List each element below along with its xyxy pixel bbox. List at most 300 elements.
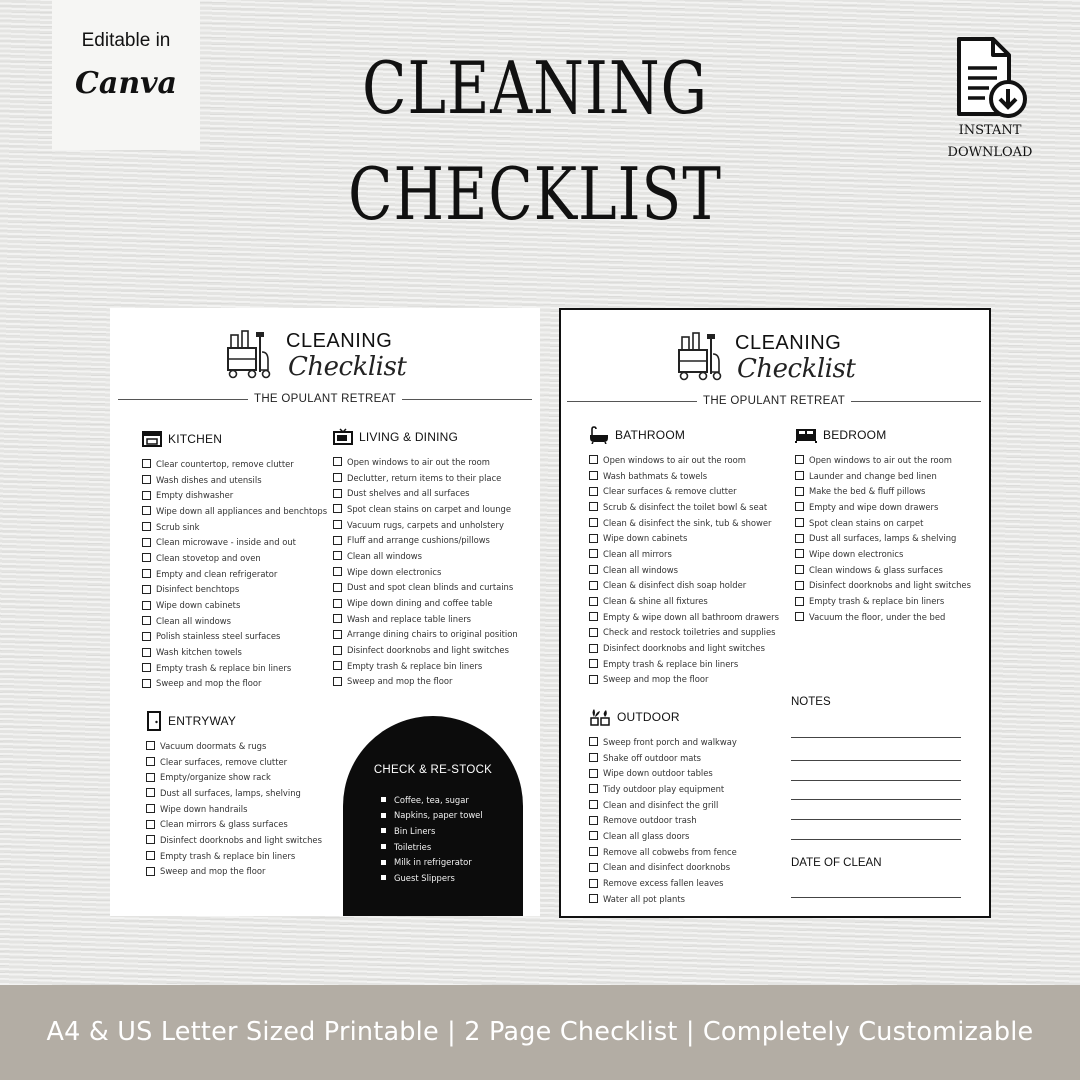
checklist-item[interactable] — [589, 734, 737, 750]
checklist-item[interactable] — [333, 501, 518, 517]
item-label: Empty and clean refrigerator — [156, 568, 278, 579]
cleaning-cart-icon — [673, 330, 725, 382]
checkbox[interactable] — [333, 504, 342, 513]
checkbox[interactable] — [589, 565, 598, 574]
checkbox[interactable] — [146, 867, 155, 876]
checklist-item[interactable] — [142, 550, 327, 566]
checklist-item[interactable] — [142, 534, 327, 550]
restock-item — [381, 792, 483, 808]
main-title-line1: CLEANING — [362, 45, 708, 131]
item-label: Vacuum doormats & rugs — [160, 740, 267, 751]
checklist-item[interactable] — [146, 769, 322, 785]
download-label: DOWNLOAD — [947, 145, 1033, 160]
checkbox[interactable] — [589, 487, 598, 496]
checkbox[interactable] — [589, 831, 598, 840]
checklist-item[interactable] — [589, 750, 737, 766]
checklist-item[interactable] — [589, 812, 737, 828]
checkbox[interactable] — [142, 569, 151, 578]
checklist-item[interactable] — [142, 676, 327, 692]
checkbox[interactable] — [333, 614, 342, 623]
bullet-square — [381, 797, 386, 802]
checkbox[interactable] — [589, 675, 598, 684]
item-label: Clean all windows — [603, 564, 679, 575]
tv-icon — [333, 428, 353, 446]
cleaning-cart-icon — [222, 328, 274, 380]
footer-banner: A4 & US Letter Sized Printable | 2 Page Checklist | Completely Customizable — [0, 985, 1080, 1080]
canva-logo: Canva — [75, 66, 177, 101]
checklist — [795, 452, 971, 625]
page-header — [561, 328, 989, 388]
checklist-item[interactable] — [142, 472, 327, 488]
note-line[interactable] — [791, 780, 961, 781]
checklist-item[interactable] — [142, 660, 327, 676]
checklist-item[interactable] — [795, 468, 971, 484]
checklist-item[interactable] — [142, 597, 327, 613]
checkbox[interactable] — [795, 471, 804, 480]
checkbox[interactable] — [142, 553, 151, 562]
item-label: Empty trash & replace bin liners — [156, 662, 292, 673]
item-label: Clean all glass doors — [603, 830, 690, 841]
notes-title: NOTES — [791, 696, 831, 708]
checkbox[interactable] — [333, 473, 342, 482]
subtitle-row — [118, 393, 532, 405]
checklist-item[interactable] — [589, 578, 779, 594]
checklist-item[interactable] — [589, 797, 737, 813]
item-label: Polish stainless steel surfaces — [156, 631, 281, 642]
checklist-item[interactable] — [795, 593, 971, 609]
restock-arch — [343, 716, 523, 916]
item-label: Remove outdoor trash — [603, 815, 697, 826]
checklist-item[interactable] — [589, 860, 737, 876]
checkbox[interactable] — [795, 502, 804, 511]
checklist-item[interactable] — [795, 452, 971, 468]
checkbox[interactable] — [333, 677, 342, 686]
checkbox[interactable] — [333, 646, 342, 655]
checkbox[interactable] — [589, 549, 598, 558]
checklist-item[interactable] — [589, 781, 737, 797]
subtitle-row — [567, 395, 981, 407]
checkbox[interactable] — [589, 800, 598, 809]
section-title: LIVING & DINING — [359, 430, 459, 444]
checklist-item[interactable] — [333, 642, 518, 658]
item-label: Disinfect doorknobs and light switches — [603, 643, 765, 654]
checkbox[interactable] — [795, 581, 804, 590]
checkbox[interactable] — [146, 820, 155, 829]
checklist-item[interactable] — [589, 640, 779, 656]
item-label: Spot clean stains on carpet — [809, 517, 924, 528]
checklist-item[interactable] — [146, 801, 322, 817]
item-label: Clean all windows — [156, 615, 232, 626]
item-label: Wipe down dining and coffee table — [347, 598, 493, 609]
checklist-item[interactable] — [333, 548, 518, 564]
restock-item — [381, 870, 483, 886]
item-label: Vacuum the floor, under the bed — [809, 611, 946, 622]
item-label: Clean and disinfect the grill — [603, 799, 719, 810]
item-label: Wash kitchen towels — [156, 647, 242, 658]
section-title: BEDROOM — [823, 428, 887, 442]
checklist-item[interactable] — [333, 470, 518, 486]
divider — [567, 401, 697, 402]
checklist-item[interactable] — [589, 593, 779, 609]
checkbox[interactable] — [333, 630, 342, 639]
bullet-square — [381, 860, 386, 865]
page-header — [110, 326, 540, 386]
checkbox[interactable] — [146, 851, 155, 860]
checklist-item[interactable] — [589, 452, 779, 468]
checkbox[interactable] — [142, 632, 151, 641]
checkbox[interactable] — [142, 601, 151, 610]
checkbox[interactable] — [589, 597, 598, 606]
item-label: Empty trash & replace bin liners — [603, 658, 739, 669]
checklist-item[interactable] — [589, 546, 779, 562]
checklist-item[interactable] — [142, 644, 327, 660]
checklist-item[interactable] — [589, 625, 779, 641]
item-label: Clear surfaces & remove clutter — [603, 486, 737, 497]
checkbox[interactable] — [589, 894, 598, 903]
item-label: Dust all surfaces, lamps, shelving — [160, 787, 301, 798]
item-label: Make the bed & fluff pillows — [809, 486, 926, 497]
checklist-item[interactable] — [795, 483, 971, 499]
item-label: Dust and spot clean blinds and curtains — [347, 582, 514, 593]
checklist-item[interactable] — [333, 485, 518, 501]
item-label: Clean mirrors & glass surfaces — [160, 819, 288, 830]
item-label: Sweep and mop the floor — [160, 866, 266, 877]
checkbox[interactable] — [142, 459, 151, 468]
checklist-item[interactable] — [142, 582, 327, 598]
checkbox[interactable] — [146, 804, 155, 813]
item-label: Clean & disinfect dish soap holder — [603, 580, 747, 591]
checkbox[interactable] — [142, 475, 151, 484]
item-label: Clean microwave - inside and out — [156, 537, 296, 548]
checklist-item[interactable] — [795, 499, 971, 515]
checklist-item[interactable] — [795, 562, 971, 578]
checklist-item[interactable] — [333, 564, 518, 580]
item-label: Wipe down all appliances and benchtops — [156, 505, 328, 516]
item-label: Shake off outdoor mats — [603, 752, 702, 763]
checkbox[interactable] — [795, 534, 804, 543]
bullet-square — [381, 813, 386, 818]
note-line[interactable] — [791, 737, 961, 738]
note-line[interactable] — [791, 839, 961, 840]
instant-download-badge — [938, 36, 1042, 164]
checkbox[interactable] — [333, 583, 342, 592]
checklist-item[interactable] — [589, 468, 779, 484]
bedroom-section — [795, 426, 971, 625]
checkbox[interactable] — [589, 863, 598, 872]
checkbox[interactable] — [795, 549, 804, 558]
item-label: Wipe down handrails — [160, 803, 248, 814]
item-label: Clean and disinfect doorknobs — [603, 862, 731, 873]
item-label: Open windows to air out the room — [347, 456, 490, 467]
checklist — [333, 454, 518, 689]
checkbox[interactable] — [589, 518, 598, 527]
item-label: Wipe down electronics — [809, 548, 904, 559]
checkbox[interactable] — [146, 757, 155, 766]
checklist-item[interactable] — [589, 515, 779, 531]
checklist-item[interactable] — [589, 609, 779, 625]
header-cleaning: CLEANING — [735, 332, 842, 354]
kitchen-section — [142, 430, 327, 691]
checklist-item[interactable] — [142, 456, 327, 472]
checkbox[interactable] — [589, 455, 598, 464]
checklist-item[interactable] — [333, 611, 518, 627]
checklist-item[interactable] — [795, 578, 971, 594]
checkbox[interactable] — [589, 737, 598, 746]
checklist-item[interactable] — [589, 483, 779, 499]
section-header — [589, 426, 779, 444]
checklist-item[interactable] — [795, 609, 971, 625]
header-checklist: Checklist — [288, 352, 407, 382]
item-label: Empty trash & replace bin liners — [160, 850, 296, 861]
item-label: Empty dishwasher — [156, 490, 234, 501]
checkbox[interactable] — [142, 663, 151, 672]
item-label: Wipe down outdoor tables — [603, 768, 713, 779]
checklist-item[interactable] — [142, 487, 327, 503]
checklist-item[interactable] — [333, 595, 518, 611]
checkbox[interactable] — [589, 581, 598, 590]
divider — [851, 401, 981, 402]
checklist-item[interactable] — [589, 530, 779, 546]
item-label: Remove all cobwebs from fence — [603, 846, 737, 857]
item-label: Disinfect doorknobs and light switches — [160, 834, 322, 845]
restock-item — [381, 839, 483, 855]
note-line[interactable] — [791, 760, 961, 761]
checkbox[interactable] — [589, 612, 598, 621]
checklist — [589, 452, 779, 687]
potted-plants-icon — [589, 708, 611, 726]
bathroom-section — [589, 426, 779, 687]
header-checklist: Checklist — [737, 354, 856, 384]
checklist-item[interactable] — [333, 658, 518, 674]
restock-item — [381, 808, 483, 824]
item-label: Wipe down cabinets — [156, 600, 241, 611]
item-label: Sweep and mop the floor — [156, 678, 262, 689]
checkbox[interactable] — [589, 816, 598, 825]
bullet-square — [381, 875, 386, 880]
checkbox[interactable] — [333, 520, 342, 529]
checklist-item[interactable] — [146, 785, 322, 801]
checkbox[interactable] — [589, 644, 598, 653]
checkbox[interactable] — [795, 518, 804, 527]
checkbox[interactable] — [142, 538, 151, 547]
item-label: Spot clean stains on carpet and lounge — [347, 503, 511, 514]
checkbox[interactable] — [142, 491, 151, 500]
checklist-item[interactable] — [589, 656, 779, 672]
checkbox[interactable] — [142, 585, 151, 594]
checklist-item[interactable] — [146, 738, 322, 754]
divider — [118, 399, 248, 400]
checklist-item[interactable] — [333, 454, 518, 470]
checkbox[interactable] — [589, 471, 598, 480]
checklist-item[interactable] — [589, 672, 779, 688]
checklist-item[interactable] — [142, 566, 327, 582]
checklist-item[interactable] — [589, 765, 737, 781]
checklist-page-2 — [559, 308, 991, 918]
checklist-item[interactable] — [795, 515, 971, 531]
checkbox[interactable] — [589, 502, 598, 511]
item-label: Wash bathmats & towels — [603, 470, 708, 481]
item-label: Napkins, paper towel — [394, 810, 483, 821]
date-of-clean-title: DATE OF CLEAN — [791, 857, 882, 869]
item-label: Launder and change bed linen — [809, 470, 937, 481]
subtitle: THE OPULANT RETREAT — [703, 395, 846, 407]
section-header — [142, 430, 327, 448]
outdoor-section — [589, 708, 737, 907]
checkbox[interactable] — [333, 567, 342, 576]
item-label: Fluff and arrange cushions/pillows — [347, 535, 490, 546]
item-label: Wash and replace table liners — [347, 613, 472, 624]
checklist-item[interactable] — [146, 754, 322, 770]
checkbox[interactable] — [589, 659, 598, 668]
checkbox[interactable] — [589, 753, 598, 762]
checklist-item[interactable] — [589, 891, 737, 907]
door-icon — [146, 711, 162, 731]
item-label: Guest Slippers — [394, 872, 455, 883]
header-cleaning: CLEANING — [286, 330, 393, 352]
item-label: Dust all surfaces, lamps & shelving — [809, 533, 957, 544]
checklist-item[interactable] — [333, 580, 518, 596]
section-title: OUTDOOR — [617, 710, 680, 724]
item-label: Clean & disinfect the sink, tub & shower — [603, 517, 772, 528]
checklist-item[interactable] — [333, 517, 518, 533]
item-label: Coffee, tea, sugar — [394, 794, 469, 805]
checkbox[interactable] — [333, 536, 342, 545]
checklist-item[interactable] — [146, 832, 322, 848]
checkbox[interactable] — [589, 847, 598, 856]
checkbox[interactable] — [142, 522, 151, 531]
checklist-item[interactable] — [795, 546, 971, 562]
checklist-item[interactable] — [589, 875, 737, 891]
checkbox[interactable] — [146, 835, 155, 844]
item-label: Scrub sink — [156, 521, 200, 532]
checklist — [142, 456, 327, 691]
checkbox[interactable] — [589, 534, 598, 543]
item-label: Clean & shine all fixtures — [603, 596, 708, 607]
checkbox[interactable] — [589, 769, 598, 778]
checklist — [589, 734, 737, 907]
bathtub-icon — [589, 426, 609, 444]
bed-icon — [795, 427, 817, 443]
checklist-item[interactable] — [333, 674, 518, 690]
item-label: Clear surfaces, remove clutter — [160, 756, 288, 767]
item-label: Clean windows & glass surfaces — [809, 564, 943, 575]
item-label: Remove excess fallen leaves — [603, 878, 724, 889]
item-label: Clear countertop, remove clutter — [156, 458, 294, 469]
checkbox[interactable] — [333, 457, 342, 466]
checklist-item[interactable] — [795, 530, 971, 546]
item-label: Dust shelves and all surfaces — [347, 488, 470, 499]
item-label: Wipe down electronics — [347, 566, 442, 577]
checklist-item[interactable] — [333, 627, 518, 643]
checkbox[interactable] — [146, 788, 155, 797]
section-title: BATHROOM — [615, 428, 686, 442]
item-label: Disinfect benchtops — [156, 584, 240, 595]
checkbox[interactable] — [589, 628, 598, 637]
item-label: Scrub & disinfect the toilet bowl & seat — [603, 501, 768, 512]
checkbox[interactable] — [142, 506, 151, 515]
checklist-item[interactable] — [146, 848, 322, 864]
checkbox[interactable] — [795, 612, 804, 621]
checkbox[interactable] — [142, 648, 151, 657]
checklist-item[interactable] — [333, 532, 518, 548]
checklist-item[interactable] — [589, 499, 779, 515]
checkbox[interactable] — [333, 661, 342, 670]
checkbox[interactable] — [142, 679, 151, 688]
item-label: Sweep and mop the floor — [603, 674, 709, 685]
item-label: Arrange dining chairs to original position — [347, 629, 518, 640]
checklist-page-1 — [110, 308, 540, 916]
checkbox[interactable] — [795, 597, 804, 606]
entryway-section — [146, 712, 322, 879]
checkbox[interactable] — [142, 616, 151, 625]
checklist-item[interactable] — [146, 816, 322, 832]
note-line[interactable] — [791, 799, 961, 800]
stove-icon — [142, 431, 162, 447]
item-label: Empty/organize show rack — [160, 772, 271, 783]
section-header — [795, 426, 971, 444]
instant-label: INSTANT — [958, 123, 1022, 138]
restock-list — [381, 792, 483, 886]
item-label: Clean all mirrors — [603, 548, 672, 559]
checklist-item[interactable] — [142, 503, 327, 519]
checkbox[interactable] — [795, 565, 804, 574]
item-label: Wash dishes and utensils — [156, 474, 262, 485]
subtitle: THE OPULANT RETREAT — [254, 393, 397, 405]
checklist-item[interactable] — [589, 844, 737, 860]
canva-badge — [52, 0, 200, 150]
section-title: ENTRYWAY — [168, 714, 237, 728]
checklist-item[interactable] — [146, 864, 322, 880]
item-label: Clean all windows — [347, 550, 423, 561]
checkbox[interactable] — [146, 773, 155, 782]
item-label: Disinfect doorknobs and light switches — [347, 645, 509, 656]
checkbox[interactable] — [146, 741, 155, 750]
document-download-icon — [951, 36, 1029, 120]
section-title: KITCHEN — [168, 432, 223, 446]
restock-item — [381, 823, 483, 839]
checkbox[interactable] — [589, 879, 598, 888]
date-line[interactable] — [791, 897, 961, 898]
divider — [402, 399, 532, 400]
item-label: Empty & wipe down all bathroom drawers — [603, 611, 779, 622]
section-header — [146, 712, 322, 730]
checkbox[interactable] — [333, 599, 342, 608]
main-title-line2: CHECKLIST — [348, 151, 722, 237]
checkbox[interactable] — [795, 455, 804, 464]
checkbox[interactable] — [333, 551, 342, 560]
bullet-square — [381, 844, 386, 849]
checklist-item[interactable] — [142, 629, 327, 645]
checklist-item[interactable] — [142, 613, 327, 629]
item-label: Check and restock toiletries and supplies — [603, 627, 776, 638]
item-label: Empty trash & replace bin liners — [809, 596, 945, 607]
item-label: Bin Liners — [394, 825, 436, 836]
checkbox[interactable] — [795, 487, 804, 496]
checklist-item[interactable] — [589, 562, 779, 578]
checkbox[interactable] — [589, 784, 598, 793]
item-label: Open windows to air out the room — [809, 454, 952, 465]
checklist-item[interactable] — [142, 519, 327, 535]
item-label: Wipe down cabinets — [603, 533, 688, 544]
note-line[interactable] — [791, 819, 961, 820]
section-header — [589, 708, 737, 726]
item-label: Milk in refrigerator — [394, 857, 472, 868]
checklist — [146, 738, 322, 879]
item-label: Tidy outdoor play equipment — [603, 783, 725, 794]
item-label: Sweep front porch and walkway — [603, 736, 737, 747]
checklist-item[interactable] — [589, 828, 737, 844]
checkbox[interactable] — [333, 489, 342, 498]
